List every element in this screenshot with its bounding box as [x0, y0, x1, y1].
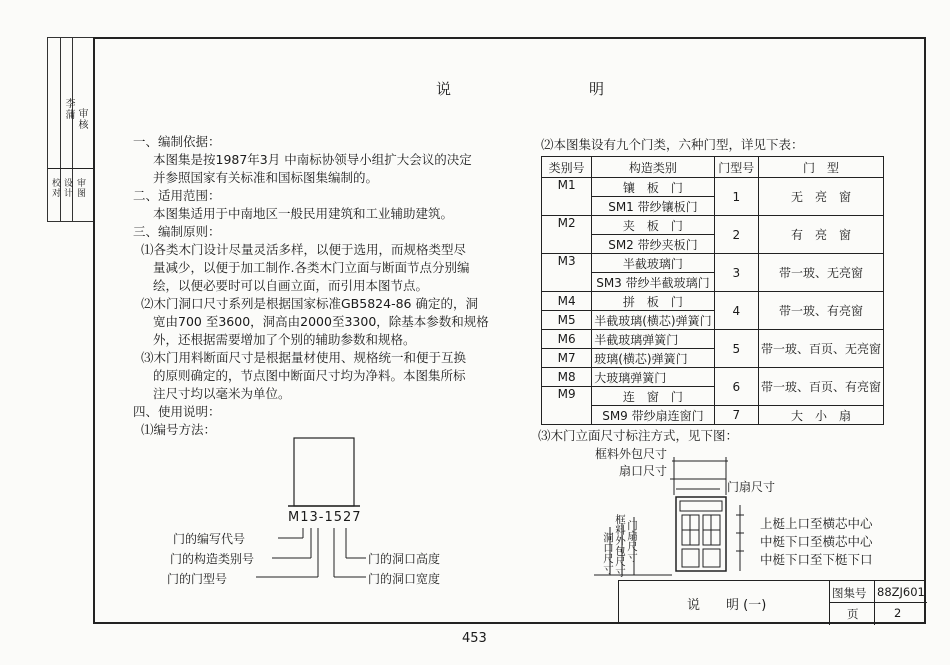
type-cell: 有 亮 窗 — [758, 216, 883, 254]
signature-1: 李蒲 — [63, 98, 74, 120]
line-1: 本图集是按1987年3月 中南标协领导小组扩大会议的决定 — [153, 152, 472, 167]
table-row — [542, 216, 884, 235]
line-8: 绘，以便必要时可以自画立面，而引用本图节点。 — [153, 278, 429, 293]
title-block — [618, 580, 926, 624]
vert-label-leaf: 门扇尺寸 — [626, 520, 638, 562]
line-6: ⑴各类木门设计尽量灵活多样，以便于选用，而规格类型尽 — [141, 242, 467, 257]
signature-strip — [47, 37, 93, 222]
type-cell: 带一玻、无亮窗 — [758, 254, 883, 292]
code-label-code: 门的编写代号 — [173, 532, 246, 546]
type-no-cell: 6 — [714, 368, 758, 406]
left-text — [133, 133, 489, 439]
type-cell: 带一玻、百页、无亮窗 — [758, 330, 883, 368]
dim-intro: ⑶木门立面尺寸标注方式，见下图： — [538, 428, 739, 443]
cat-cell: M4 — [542, 292, 592, 311]
cat-cell: M2 — [542, 216, 592, 254]
code-label-category: 门的构造类别号 — [170, 552, 255, 566]
line-14: 注尺寸均以毫米为单位。 — [153, 386, 291, 401]
type-cell: 带一玻、有亮窗 — [758, 292, 883, 330]
type-no-cell: 4 — [714, 292, 758, 330]
dim-label-opening: 扇口尺寸 — [619, 464, 668, 478]
type-no-cell: 3 — [714, 254, 758, 292]
note-2: 中梃下口至横芯中心 — [760, 534, 873, 549]
table-row — [542, 368, 884, 387]
type-no-cell: 7 — [714, 406, 758, 425]
line-11: 外，还根据需要增加了个别的辅助参数和规格。 — [153, 332, 416, 347]
cat-cell: M8 — [542, 368, 592, 387]
page-title: 说 明 — [436, 80, 607, 98]
table-row — [542, 330, 884, 349]
line-10: 宽由700 至3600，洞高由2000至3300，除基本参数和规格 — [153, 314, 489, 329]
line-7: 量减少，以便于加工制作.各类木门立面与断面节点分别编 — [153, 260, 470, 275]
table-row — [542, 292, 884, 311]
line-15: 四、使用说明： — [133, 404, 221, 419]
header-cell: 类别号 — [542, 157, 592, 178]
construct-cell: 拼 板 门 — [592, 292, 714, 311]
signature-2: 审核 — [76, 108, 87, 130]
type-cell: 带一玻、百页、有亮窗 — [758, 368, 883, 406]
line-12: ⑶木门用料断面尺寸是根据量材使用、规格统一和便于互换 — [141, 350, 467, 365]
table-header-row — [542, 157, 884, 178]
code-label-type: 门的门型号 — [167, 572, 228, 586]
construct-cell: 玻璃(横芯)弹簧门 — [592, 349, 714, 368]
construct-cell: 半截玻璃(横芯)弹簧门 — [592, 311, 714, 330]
line-16: ⑴编号方法： — [141, 422, 217, 437]
dim-label-frame: 框料外包尺寸 — [595, 447, 668, 461]
line-9: ⑵木门洞口尺寸系列是根据国家标准GB5824-86 确定的，洞 — [141, 296, 478, 311]
type-no-cell: 5 — [714, 330, 758, 368]
note-3: 中梃下口至下梃下口 — [760, 552, 873, 567]
header-cell: 门型号 — [714, 157, 758, 178]
cat-cell: M7 — [542, 349, 592, 368]
construct-cell: SM1 带纱镶板门 — [592, 197, 714, 216]
cat-cell: M6 — [542, 330, 592, 349]
door-type-table — [541, 156, 884, 425]
header-cell: 构造类别 — [592, 157, 714, 178]
table-row — [542, 406, 884, 425]
title-block-name: 说 明 (一) — [687, 598, 767, 613]
strip-label-check: 校对 — [50, 178, 60, 198]
atlas-no: 88ZJ601 — [877, 585, 925, 599]
page-no: 2 — [894, 606, 902, 620]
line-2: 并参照国家有关标准和国标图集编制的。 — [153, 170, 379, 185]
table-row — [542, 178, 884, 197]
page-number: 453 — [462, 631, 487, 646]
construct-cell: 半截玻璃弹簧门 — [592, 330, 714, 349]
type-no-cell: 1 — [714, 178, 758, 216]
code-example: M13-1527 — [288, 510, 362, 525]
page-label: 页 — [847, 607, 859, 621]
construct-cell: SM9 带纱扇连窗门 — [592, 406, 714, 425]
dim-label-leaf: 门扇尺寸 — [727, 480, 776, 494]
vert-label-opening: 洞口尺寸 — [602, 532, 614, 574]
line-5: 三、编制原则： — [133, 224, 221, 239]
type-cell: 大 小 扇 — [758, 406, 883, 425]
atlas-no-label: 图集号 — [832, 586, 867, 600]
construct-cell: SM2 带纱夹板门 — [592, 235, 714, 254]
construct-cell: 连 窗 门 — [592, 387, 714, 406]
construct-cell: 半截玻璃门 — [592, 254, 714, 273]
table-row — [542, 254, 884, 273]
code-label-width: 门的洞口宽度 — [368, 572, 441, 586]
strip-label-design: 设计 — [62, 178, 72, 198]
construct-cell: SM3 带纱半截玻璃门 — [592, 273, 714, 292]
code-label-height: 门的洞口高度 — [368, 552, 441, 566]
vert-label-frame: 框料外包尺寸 — [614, 514, 626, 577]
table-intro: ⑵本图集设有九个门类，六种门型，详见下表： — [541, 137, 804, 152]
line-3: 二、适用范围： — [133, 188, 221, 203]
note-1: 上梃上口至横芯中心 — [760, 516, 873, 531]
line-13: 的原则确定的，节点图中断面尺寸均为净料。本图集所标 — [153, 368, 466, 383]
cat-cell: M5 — [542, 311, 592, 330]
cat-cell: M3 — [542, 254, 592, 292]
construct-cell: 镶 板 门 — [592, 178, 714, 197]
line-0: 一、编制依据： — [133, 134, 221, 149]
line-4: 本图集适用于中南地区一般民用建筑和工业辅助建筑。 — [153, 206, 454, 221]
construct-cell: 夹 板 门 — [592, 216, 714, 235]
type-cell: 无 亮 窗 — [758, 178, 883, 216]
cat-cell: M1 — [542, 178, 592, 216]
strip-label-review: 审图 — [75, 178, 85, 198]
header-cell: 门 型 — [758, 157, 883, 178]
type-no-cell: 2 — [714, 216, 758, 254]
cat-cell: M9 — [542, 387, 592, 425]
construct-cell: 大玻璃弹簧门 — [592, 368, 714, 387]
